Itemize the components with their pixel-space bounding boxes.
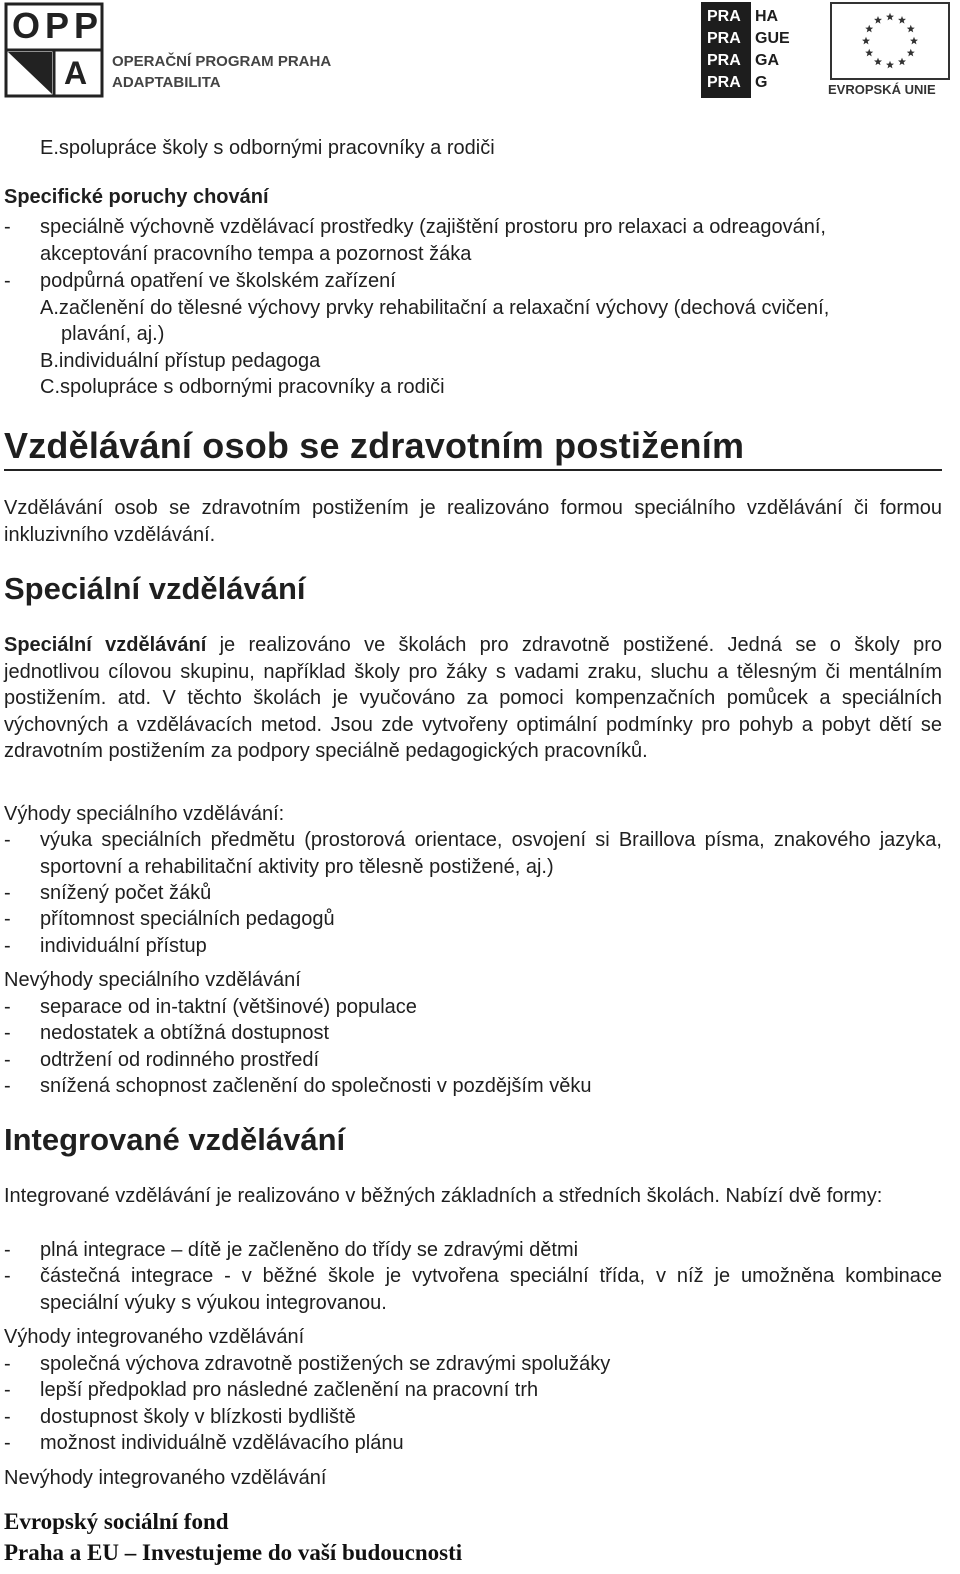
- behavior-item-1-line-1: speciálně výchovně vzdělávací prostředky (zajištění prostoru pro relaxaci a odreagování,: [40, 216, 826, 238]
- footer-line-1: Evropský sociální fond: [4, 1509, 229, 1534]
- behavior-sub-a-line-1: A.začlenění do tělesné výchovy prvky rehabilitační a relaxační výchovy (dechová cvičení,: [40, 297, 830, 319]
- bullet-dash: -: [4, 1406, 11, 1428]
- opp-logo: [4, 2, 344, 98]
- special-paragraph-lead: Speciální vzdělávání: [4, 634, 207, 656]
- section-heading-health: Vzdělávání osob se zdravotním postižením: [4, 425, 745, 466]
- praha-logo-row-3b: GA: [755, 52, 779, 69]
- bullet-dash: -: [4, 908, 11, 930]
- behavior-item-1-line-2: akceptování pracovního tempa a pozornost žáka: [40, 242, 472, 265]
- section-health-paragraph: Vzdělávání osob se zdravotním postižením je realizováno formou speciálního vzdělávání či formou inkluzivního vzdělávání.: [4, 497, 942, 546]
- special-cons-item-text: odtržení od rodinného prostředí: [40, 1049, 320, 1071]
- bullet-dash: -: [4, 996, 11, 1018]
- behavior-sub-b: B.individuální přístup pedagoga: [40, 350, 321, 372]
- opp-logo-title-1: OPERAČNÍ PROGRAM PRAHA: [112, 53, 332, 70]
- special-pros-item-text: výuka speciálních předmětu (prostorová orientace, osvojení si Braillova písma, znakového jazyka, sportovní a rehabilitační aktivity pro tělesně postižené, aj.): [40, 829, 942, 878]
- bullet-dash: -: [4, 1022, 11, 1044]
- heading-rule: [4, 469, 942, 471]
- integrated-cons-title: Nevýhody integrovaného vzdělávání: [4, 1467, 327, 1489]
- behavior-item-1: [4, 214, 944, 268]
- bullet-dash: -: [4, 216, 11, 238]
- special-pros-item-text: přítomnost speciálních pedagogů: [40, 908, 335, 930]
- bullet-dash: -: [4, 270, 11, 292]
- praha-logo-row-1a: PRA: [707, 8, 741, 25]
- bullet-dash: -: [4, 1075, 11, 1097]
- eu-logo: [828, 2, 952, 98]
- praha-logo-row-2a: PRA: [707, 30, 741, 47]
- behavior-item-2-text: podpůrná opatření ve školském zařízení: [40, 270, 396, 292]
- integrated-paragraph: Integrované vzdělávání je realizováno v běžných základních a středních školách. Nabízí dvě formy:: [4, 1185, 883, 1207]
- special-pros-item-text: individuální přístup: [40, 935, 207, 957]
- praha-logo-row-1b: HA: [755, 8, 779, 25]
- bullet-dash: -: [4, 1353, 11, 1375]
- eu-flag-icon: [830, 2, 950, 80]
- special-cons-title: Nevýhody speciálního vzdělávání: [4, 969, 301, 991]
- opp-logo-title-2: ADAPTABILITA: [112, 74, 221, 91]
- special-cons-item-text: snížená schopnost začlenění do společnosti v pozdějším věku: [40, 1075, 592, 1097]
- integrated-form-item-text: částečná integrace - v běžné škole je vytvořena speciální třída, v níž je umožněna kombinace speciální výuky s výukou integrovanou.: [40, 1265, 942, 1314]
- behavior-sub-c: C.spolupráce s odbornými pracovníky a rodiči: [40, 376, 445, 398]
- praha-logo-row-4b: G: [755, 74, 768, 91]
- bullet-dash: -: [4, 829, 11, 851]
- integrated-pros-item-text: společná výchova zdravotně postižených se zdravými spolužáky: [40, 1353, 611, 1375]
- bullet-dash: -: [4, 1265, 11, 1287]
- opp-logo-letter-a: A: [64, 55, 88, 91]
- section-heading-special: Speciální vzdělávání: [4, 571, 306, 606]
- integrated-pros-item-text: lepší předpoklad pro následné začlenění na pracovní trh: [40, 1379, 539, 1401]
- eu-logo-caption: EVROPSKÁ UNIE: [828, 82, 936, 97]
- praha-logo-row-2b: GUE: [755, 30, 790, 47]
- integrated-form-item-text: plná integrace – dítě je začleněno do třídy se zdravými dětmi: [40, 1239, 579, 1261]
- behavior-sub-a-line-2: plavání, aj.): [61, 323, 165, 345]
- bullet-dash: -: [4, 882, 11, 904]
- special-cons-item-text: separace od in-taktní (většinové) populace: [40, 996, 417, 1018]
- integrated-pros-item-text: dostupnost školy v blízkosti bydliště: [40, 1406, 356, 1428]
- footer-line-2: Praha a EU – Investujeme do vaší budoucnosti: [4, 1540, 463, 1565]
- bullet-dash: -: [4, 935, 11, 957]
- praha-logo-row-3a: PRA: [707, 52, 741, 69]
- bullet-dash: -: [4, 1239, 11, 1261]
- integrated-pros-item-text: možnost individuálně vzdělávacího plánu: [40, 1432, 404, 1454]
- special-pros-item-text: snížený počet žáků: [40, 882, 212, 904]
- special-paragraph-text: je realizováno ve školách pro zdravotně postižené. Jedná se o školy pro jednotlivou cílovou skupinu, například školy pro žáky s vadami zraku, sluchu a tělesným či mentálním postižením. atd. V těchto školách je vyučováno za pomoci kompenzačních pomůcek a speciálních výchovných a vzdělávacích metod. Jsou zde vytvořeny optimální podmínky pro pohyb a pobyt dětí se zdravotním postižením za podpory speciálně pedagogických pracovníků.: [4, 634, 943, 763]
- bullet-dash: -: [4, 1432, 11, 1454]
- bullet-dash: -: [4, 1379, 11, 1401]
- special-pros-title: Výhody speciálního vzdělávání:: [4, 803, 285, 825]
- integrated-pros-title: Výhody integrovaného vzdělávání: [4, 1326, 305, 1348]
- behavior-heading: Specifické poruchy chování: [4, 186, 269, 208]
- special-paragraph: [4, 632, 942, 765]
- special-cons-item-text: nedostatek a obtížná dostupnost: [40, 1022, 330, 1044]
- praha-logo: [701, 2, 799, 98]
- bullet-dash: -: [4, 1049, 11, 1071]
- praha-logo-row-4a: PRA: [707, 74, 741, 91]
- list-item-e: E.spolupráce školy s odbornými pracovníky a rodiči: [40, 137, 495, 159]
- section-heading-integrated: Integrované vzdělávání: [4, 1122, 346, 1157]
- opp-logo-letters: OPP: [12, 5, 104, 46]
